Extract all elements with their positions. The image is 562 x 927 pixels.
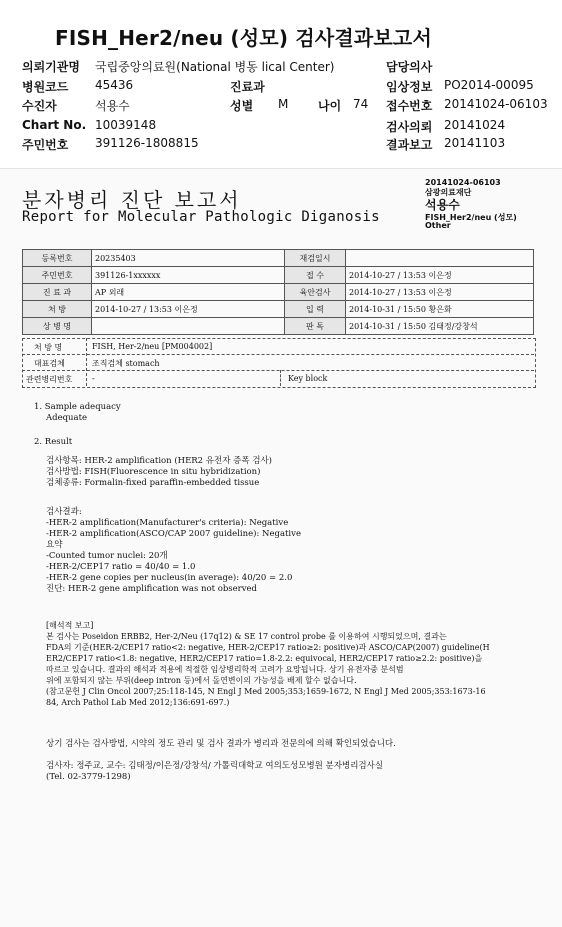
- patient-label: 수진자: [22, 99, 57, 113]
- hospital-code-label: 병원코드: [22, 80, 69, 94]
- text-line: -HER-2 gene copies per nucleus(in average): 40/20 = 2.0: [46, 573, 293, 583]
- text-line: [해석적 보고]: [46, 621, 94, 630]
- table-cell-label: 재검일시: [285, 250, 346, 267]
- text-line: ER2/CEP17 ratio<1.8: negative, HER2/CEP17 ratio=1.8-2.2: equivocal, HER2/CEP17 ratio≥2.2: positive)을: [46, 654, 483, 663]
- receipt-number-label: 접수번호: [386, 99, 433, 113]
- text-line: 84, Arch Pathol Lab Med 2012;136:691-697.): [46, 698, 230, 707]
- text-line: 검사방법: FISH(Fluorescence in situ hybridization): [46, 467, 261, 477]
- age-value: 74: [353, 97, 369, 111]
- text-line: 검사자: 정주교, 교수: 김태정/이은정/강창석/ 가톨릭대학교 여의도성모병원 분자병리검사실: [46, 761, 384, 771]
- sample-adequacy-value: Adequate: [46, 413, 88, 423]
- table-row: [23, 318, 534, 335]
- table-cell-label: 판 독: [285, 318, 346, 335]
- divider: [280, 370, 281, 386]
- table-cell-value: [346, 250, 534, 267]
- table-cell-value: 391126-1xxxxxx: [92, 267, 285, 284]
- table-cell-value: 2014-10-31 / 15:50 황은화: [346, 301, 534, 318]
- table-cell-label: 육안검사: [285, 284, 346, 301]
- report-date-label: 결과보고: [386, 138, 433, 152]
- table-row: [23, 250, 534, 267]
- table-cell-value: 20235403: [92, 250, 285, 267]
- stamp-test-name: FISH_Her2/neu (성모): [425, 213, 517, 222]
- report-subtitle: Report for Molecular Pathologic Diganosis: [22, 209, 380, 225]
- request-date-value: 20141024: [444, 118, 506, 132]
- key-block-label: Key block: [288, 374, 328, 383]
- text-line: (Tel. 02-3779-1298): [46, 772, 131, 782]
- related-pathology-label: 관련병리번호: [26, 375, 73, 384]
- divider: [86, 338, 87, 386]
- text-line: (참고문헌 J Clin Oncol 2007;25:118-145, N Engl J Med 2005;353;1659-1672, N Engl J Med 2005;353:1673-16: [46, 687, 486, 696]
- text-line: 검사결과:: [46, 507, 82, 517]
- chart-no-label: Chart No.: [22, 118, 87, 132]
- table-cell-value: 2014-10-31 / 15:50 김태정/강창석: [346, 318, 534, 335]
- text-line: 검사항목: HER-2 amplification (HER2 유전자 증폭 검사): [46, 456, 272, 466]
- table-cell-label: 주민번호: [23, 267, 92, 284]
- age-label: 나이: [318, 99, 342, 113]
- attending-doctor-label: 담당의사: [386, 60, 433, 74]
- divider: [22, 370, 534, 371]
- table-row: [23, 284, 534, 301]
- request-date-label: 검사의뢰: [386, 120, 433, 134]
- text-line: -HER-2 amplification(ASCO/CAP 2007 guideline): Negative: [46, 529, 301, 539]
- text-line: FDA의 기준(HER-2/CEP17 ratio<2: negative, HER-2/CEP17 ratio≥2: positive)과 ASCO/CAP(2007) guideline(H: [46, 643, 490, 652]
- report-date-value: 20141103: [444, 136, 506, 150]
- interpretation-block: [46, 620, 490, 708]
- hospital-code-value: 45436: [95, 78, 134, 92]
- resident-number-value: 391126-1808815: [95, 136, 199, 150]
- signers-block: [46, 761, 383, 783]
- section-2-title: 2. Result: [34, 437, 73, 447]
- table-row: [23, 301, 534, 318]
- table-cell-label: 진 료 과: [23, 284, 92, 301]
- clinical-info-value: PO2014-00095: [444, 78, 534, 92]
- requesting-institution-label: 의뢰기관명: [22, 60, 80, 74]
- text-line: 진단: HER-2 gene amplification was not observed: [46, 584, 258, 594]
- sex-label: 성별: [230, 99, 254, 113]
- stamp-category: Other: [425, 221, 451, 230]
- report-title: 분자병리 진단 보고서: [22, 188, 242, 212]
- text-line: -HER-2/CEP17 ratio = 40/40 = 1.0: [46, 562, 196, 572]
- table-cell-label: 입 력: [285, 301, 346, 318]
- text-line: -Counted tumor nuclei: 20개: [46, 551, 168, 561]
- registration-table: [22, 249, 534, 335]
- table-cell-label: 접 수: [285, 267, 346, 284]
- text-line: 요약: [46, 540, 63, 550]
- section-1-title: 1. Sample adequacy: [34, 402, 121, 412]
- stamp-receipt-number: 20141024-06103: [425, 178, 501, 187]
- table-cell-value: 2014-10-27 / 13:53 이은정: [92, 301, 285, 318]
- patient-name-value: 석용수: [95, 99, 130, 113]
- test-info-block: [46, 456, 272, 489]
- table-cell-value: AP 외래: [92, 284, 285, 301]
- result-block: [46, 507, 301, 595]
- table-cell-value: 2014-10-27 / 13:53 이은정: [346, 267, 534, 284]
- sex-value: M: [278, 97, 289, 111]
- text-line: 위에 포함되지 않는 부위(deep intron 등)에서 돌연변이의 가능성을 배제 할수 없습니다.: [46, 676, 357, 685]
- department-label: 진료과: [230, 80, 265, 94]
- text-line: 검체종류: Formalin-fixed paraffin-embedded tissue: [46, 478, 260, 488]
- table-cell-label: 상 병 명: [23, 318, 92, 335]
- text-line: 따르고 있습니다. 결과의 해석과 적용에 적절한 임상병리학적 고려가 요망됩니다. 상기 유전자중 분석범: [46, 665, 404, 674]
- clinical-info-label: 임상정보: [386, 80, 433, 94]
- table-cell-label: 처 방: [23, 301, 92, 318]
- resident-number-label: 주민번호: [22, 138, 69, 152]
- text-line: -HER-2 amplification(Manufacturer's criteria): Negative: [46, 518, 289, 528]
- text-line: 본 검사는 Poseidon ERBB2, Her-2/Neu (17q12) & SE 17 control probe 를 이용하여 시행되었으며, 결과는: [46, 632, 447, 641]
- prescription-name-label: 처 방 명: [34, 343, 63, 352]
- stamp-institution: 삼광의료재단: [425, 188, 472, 197]
- representative-specimen-label: 대표검체: [34, 359, 65, 368]
- table-cell-value: [92, 318, 285, 335]
- stamp-patient-name: 석용수: [425, 198, 460, 212]
- table-cell-label: 등록번호: [23, 250, 92, 267]
- requesting-institution-value: 국립중앙의료원(National 병동 lical Center): [95, 60, 335, 74]
- page-title: FISH_Her2/neu (성모) 검사결과보고서: [55, 26, 432, 50]
- prescription-name-value: FISH, Her-2/neu [PM004002]: [92, 342, 213, 351]
- chart-no-value: 10039148: [95, 118, 157, 132]
- representative-specimen-value: 조직검체 stomach: [92, 359, 160, 368]
- divider: [22, 354, 534, 355]
- receipt-number-value: 20141024-06103: [444, 97, 548, 111]
- table-cell-value: 2014-10-27 / 13:53 이은정: [346, 284, 534, 301]
- confirmation-statement: 상기 검사는 검사방법, 시약의 정도 관리 및 검사 결과가 병리과 전문의에 의해 확인되었습니다.: [46, 739, 396, 749]
- related-pathology-value: -: [92, 374, 95, 383]
- table-row: [23, 267, 534, 284]
